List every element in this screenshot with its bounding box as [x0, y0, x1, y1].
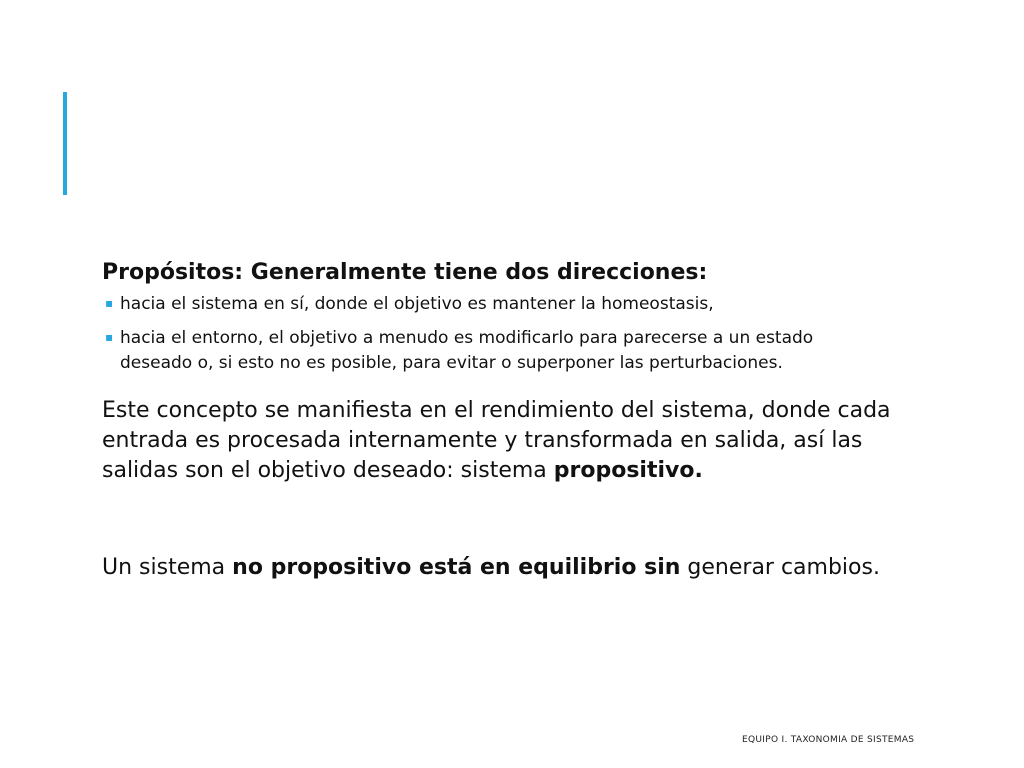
accent-bar — [63, 92, 67, 195]
slide-heading: Propósitos: Generalmente tiene dos direcciones: — [102, 260, 708, 285]
bullet-list — [102, 292, 902, 376]
paragraph-text: Este concepto se manifiesta en el rendimiento del sistema, donde cada entrada es procesada internamente y transformada en salida, así las salidas son el objetivo deseado: sistema — [102, 398, 891, 483]
slide-footer: EQUIPO I. TAXONOMIA DE SISTEMAS — [742, 735, 915, 745]
slide-content — [102, 258, 902, 583]
paragraph-propositivo — [102, 396, 892, 486]
square-bullet-icon: ▪ — [105, 330, 114, 344]
paragraph-bold-text: propositivo. — [553, 458, 703, 483]
paragraph-text: Un sistema — [102, 555, 233, 580]
bullet-item — [102, 292, 890, 317]
paragraph-bold-text: no propositivo está en equilibrio sin — [232, 555, 681, 580]
paragraph-text: generar cambios. — [680, 555, 880, 580]
square-bullet-icon: ▪ — [105, 296, 114, 310]
bullet-text: hacia el entorno, el objetivo a menudo es modificarlo para parecerse a un estado deseado o, si esto no es posible, para evitar o superponer las perturbaciones. — [120, 328, 814, 373]
bullet-text: hacia el sistema en sí, donde el objetivo es mantener la homeostasis, — [120, 294, 714, 314]
bullet-item — [102, 326, 890, 376]
paragraph-no-propositivo — [102, 553, 892, 583]
